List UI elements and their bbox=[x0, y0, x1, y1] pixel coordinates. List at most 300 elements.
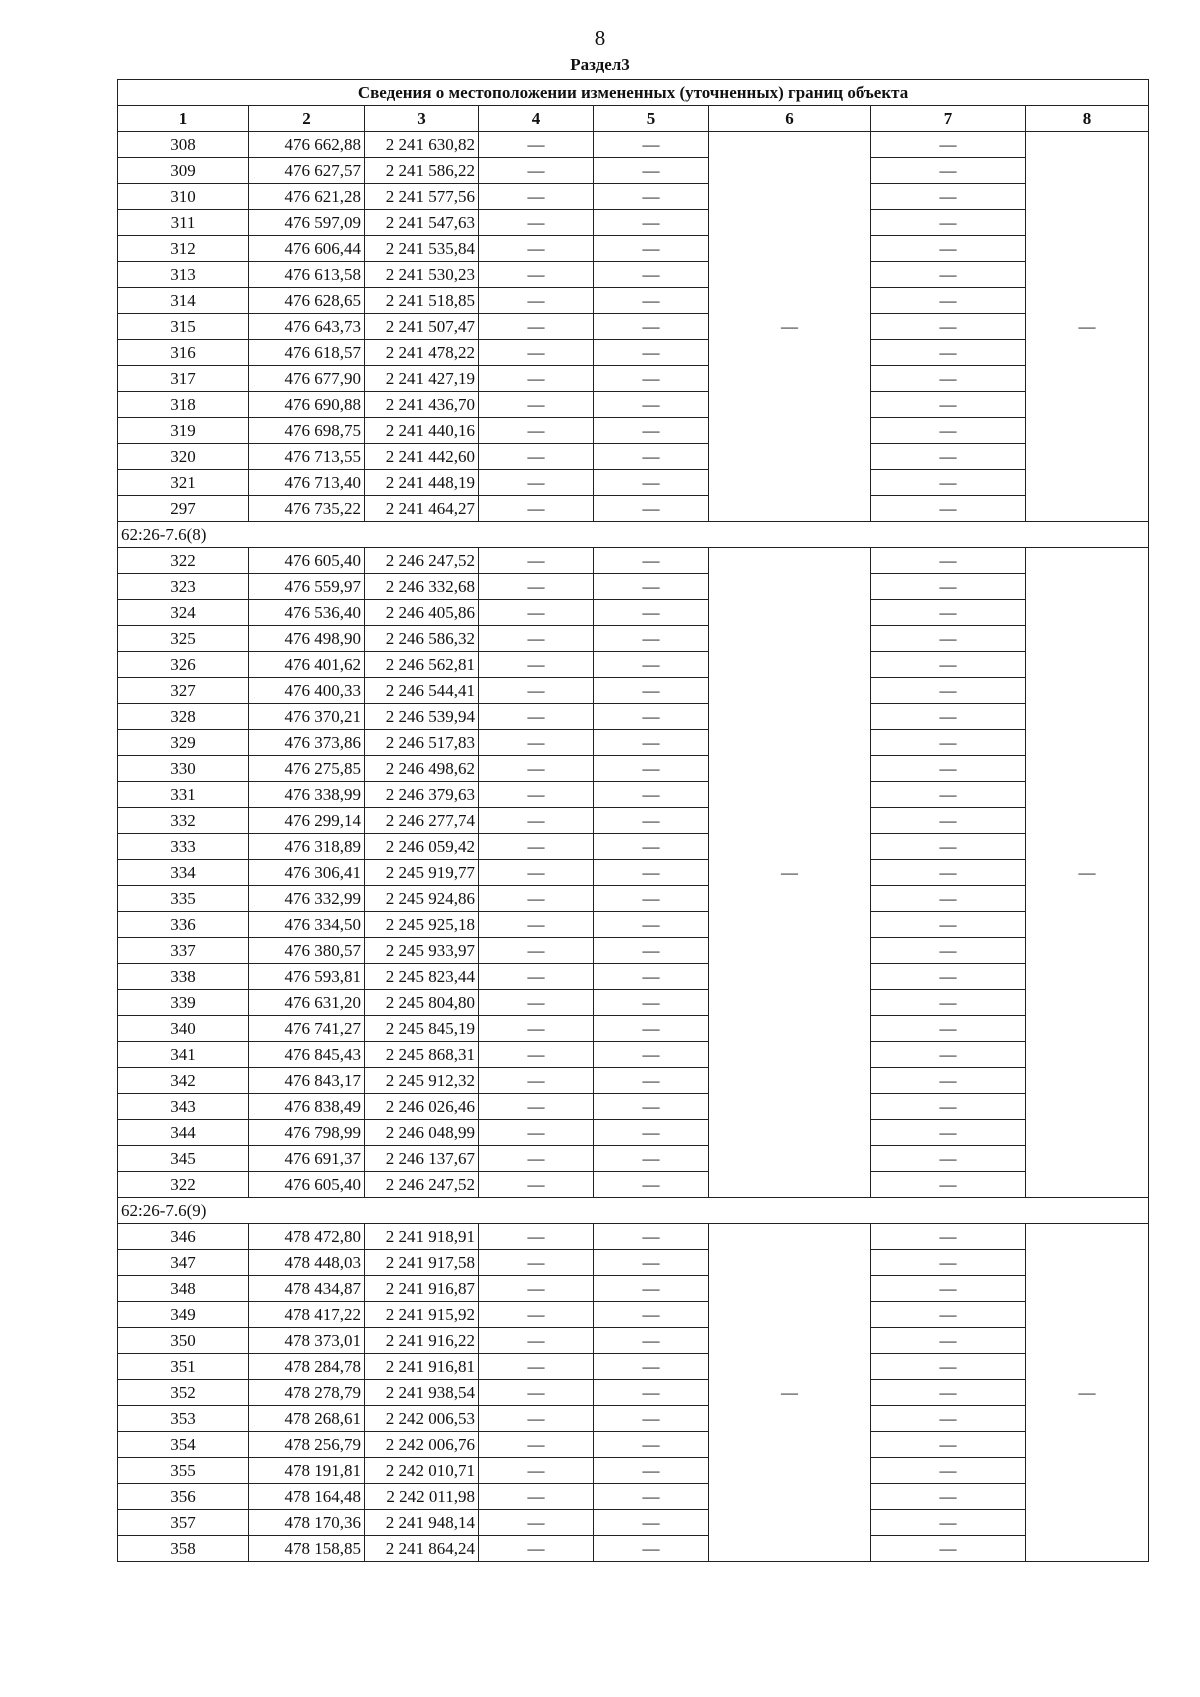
y-coordinate-cell: 2 241 864,24 bbox=[365, 1536, 479, 1562]
point-number-cell: 344 bbox=[118, 1120, 249, 1146]
table-row bbox=[118, 366, 1149, 392]
point-number-cell: 323 bbox=[118, 574, 249, 600]
col7-cell: — bbox=[871, 496, 1026, 522]
point-number-cell: 308 bbox=[118, 132, 249, 158]
table-row bbox=[118, 1354, 1149, 1380]
column-header: 3 bbox=[365, 106, 479, 132]
x-coordinate-cell: 476 593,81 bbox=[249, 964, 365, 990]
col5-cell: — bbox=[594, 1094, 709, 1120]
col5-cell: — bbox=[594, 548, 709, 574]
table-row bbox=[118, 1484, 1149, 1510]
col7-cell: — bbox=[871, 600, 1026, 626]
col7-cell: — bbox=[871, 1172, 1026, 1198]
point-number-cell: 325 bbox=[118, 626, 249, 652]
col7-cell: — bbox=[871, 1432, 1026, 1458]
col5-cell: — bbox=[594, 418, 709, 444]
col7-cell: — bbox=[871, 158, 1026, 184]
x-coordinate-cell: 476 370,21 bbox=[249, 704, 365, 730]
col7-cell: — bbox=[871, 1484, 1026, 1510]
col7-cell: — bbox=[871, 1042, 1026, 1068]
point-number-cell: 348 bbox=[118, 1276, 249, 1302]
col5-cell: — bbox=[594, 600, 709, 626]
y-coordinate-cell: 2 241 586,22 bbox=[365, 158, 479, 184]
point-number-cell: 349 bbox=[118, 1302, 249, 1328]
col6-merged-cell: — bbox=[709, 132, 871, 522]
col7-cell: — bbox=[871, 1354, 1026, 1380]
group-header-row bbox=[118, 1198, 1149, 1224]
x-coordinate-cell: 476 690,88 bbox=[249, 392, 365, 418]
col5-cell: — bbox=[594, 782, 709, 808]
point-number-cell: 357 bbox=[118, 1510, 249, 1536]
table-row bbox=[118, 574, 1149, 600]
table-row bbox=[118, 262, 1149, 288]
col7-cell: — bbox=[871, 1068, 1026, 1094]
x-coordinate-cell: 476 698,75 bbox=[249, 418, 365, 444]
col5-cell: — bbox=[594, 1250, 709, 1276]
point-number-cell: 329 bbox=[118, 730, 249, 756]
col4-cell: — bbox=[479, 548, 594, 574]
x-coordinate-cell: 476 677,90 bbox=[249, 366, 365, 392]
col5-cell: — bbox=[594, 1432, 709, 1458]
table-row bbox=[118, 834, 1149, 860]
col5-cell: — bbox=[594, 1328, 709, 1354]
y-coordinate-cell: 2 246 059,42 bbox=[365, 834, 479, 860]
point-number-cell: 315 bbox=[118, 314, 249, 340]
col5-cell: — bbox=[594, 132, 709, 158]
col5-cell: — bbox=[594, 1302, 709, 1328]
y-coordinate-cell: 2 246 517,83 bbox=[365, 730, 479, 756]
col5-cell: — bbox=[594, 990, 709, 1016]
col4-cell: — bbox=[479, 210, 594, 236]
y-coordinate-cell: 2 246 539,94 bbox=[365, 704, 479, 730]
col7-cell: — bbox=[871, 1380, 1026, 1406]
col5-cell: — bbox=[594, 964, 709, 990]
y-coordinate-cell: 2 241 917,58 bbox=[365, 1250, 479, 1276]
table-row bbox=[118, 1328, 1149, 1354]
x-coordinate-cell: 478 373,01 bbox=[249, 1328, 365, 1354]
column-header: 6 bbox=[709, 106, 871, 132]
table-row bbox=[118, 210, 1149, 236]
point-number-cell: 345 bbox=[118, 1146, 249, 1172]
table-row bbox=[118, 496, 1149, 522]
table-row bbox=[118, 756, 1149, 782]
point-number-cell: 326 bbox=[118, 652, 249, 678]
x-coordinate-cell: 476 373,86 bbox=[249, 730, 365, 756]
x-coordinate-cell: 476 662,88 bbox=[249, 132, 365, 158]
col4-cell: — bbox=[479, 1432, 594, 1458]
table-row bbox=[118, 886, 1149, 912]
col5-cell: — bbox=[594, 1068, 709, 1094]
col4-cell: — bbox=[479, 1458, 594, 1484]
group-label: 62:26-7.6(9) bbox=[118, 1198, 1149, 1224]
point-number-cell: 353 bbox=[118, 1406, 249, 1432]
y-coordinate-cell: 2 241 442,60 bbox=[365, 444, 479, 470]
col7-cell: — bbox=[871, 288, 1026, 314]
table-row bbox=[118, 470, 1149, 496]
col5-cell: — bbox=[594, 886, 709, 912]
column-header: 2 bbox=[249, 106, 365, 132]
y-coordinate-cell: 2 246 048,99 bbox=[365, 1120, 479, 1146]
point-number-cell: 311 bbox=[118, 210, 249, 236]
point-number-cell: 355 bbox=[118, 1458, 249, 1484]
col4-cell: — bbox=[479, 1042, 594, 1068]
x-coordinate-cell: 476 606,44 bbox=[249, 236, 365, 262]
x-coordinate-cell: 476 838,49 bbox=[249, 1094, 365, 1120]
col4-cell: — bbox=[479, 236, 594, 262]
point-number-cell: 316 bbox=[118, 340, 249, 366]
col5-cell: — bbox=[594, 678, 709, 704]
point-number-cell: 313 bbox=[118, 262, 249, 288]
x-coordinate-cell: 478 256,79 bbox=[249, 1432, 365, 1458]
y-coordinate-cell: 2 241 518,85 bbox=[365, 288, 479, 314]
col4-cell: — bbox=[479, 496, 594, 522]
point-number-cell: 350 bbox=[118, 1328, 249, 1354]
table-row bbox=[118, 1068, 1149, 1094]
point-number-cell: 352 bbox=[118, 1380, 249, 1406]
table-title: Сведения о местоположении измененных (уточненных) границ объекта bbox=[118, 80, 1149, 106]
col7-cell: — bbox=[871, 340, 1026, 366]
col7-cell: — bbox=[871, 1458, 1026, 1484]
col5-cell: — bbox=[594, 236, 709, 262]
col4-cell: — bbox=[479, 652, 594, 678]
y-coordinate-cell: 2 246 247,52 bbox=[365, 1172, 479, 1198]
point-number-cell: 340 bbox=[118, 1016, 249, 1042]
col4-cell: — bbox=[479, 288, 594, 314]
col5-cell: — bbox=[594, 912, 709, 938]
table-row bbox=[118, 990, 1149, 1016]
col7-cell: — bbox=[871, 1250, 1026, 1276]
col7-cell: — bbox=[871, 990, 1026, 1016]
col4-cell: — bbox=[479, 886, 594, 912]
point-number-cell: 358 bbox=[118, 1536, 249, 1562]
x-coordinate-cell: 478 472,80 bbox=[249, 1224, 365, 1250]
table-row bbox=[118, 808, 1149, 834]
y-coordinate-cell: 2 241 916,22 bbox=[365, 1328, 479, 1354]
col4-cell: — bbox=[479, 756, 594, 782]
table-row bbox=[118, 158, 1149, 184]
col5-cell: — bbox=[594, 366, 709, 392]
y-coordinate-cell: 2 241 948,14 bbox=[365, 1510, 479, 1536]
col5-cell: — bbox=[594, 1354, 709, 1380]
point-number-cell: 347 bbox=[118, 1250, 249, 1276]
y-coordinate-cell: 2 246 026,46 bbox=[365, 1094, 479, 1120]
col7-cell: — bbox=[871, 1224, 1026, 1250]
col5-cell: — bbox=[594, 1146, 709, 1172]
y-coordinate-cell: 2 246 544,41 bbox=[365, 678, 479, 704]
col7-cell: — bbox=[871, 730, 1026, 756]
table-row bbox=[118, 1380, 1149, 1406]
col5-cell: — bbox=[594, 1120, 709, 1146]
table-row bbox=[118, 678, 1149, 704]
column-header: 1 bbox=[118, 106, 249, 132]
point-number-cell: 318 bbox=[118, 392, 249, 418]
col4-cell: — bbox=[479, 912, 594, 938]
table-row bbox=[118, 1172, 1149, 1198]
col7-cell: — bbox=[871, 314, 1026, 340]
col5-cell: — bbox=[594, 1016, 709, 1042]
col7-cell: — bbox=[871, 886, 1026, 912]
x-coordinate-cell: 476 318,89 bbox=[249, 834, 365, 860]
y-coordinate-cell: 2 245 845,19 bbox=[365, 1016, 479, 1042]
col7-cell: — bbox=[871, 1146, 1026, 1172]
col7-cell: — bbox=[871, 1302, 1026, 1328]
col4-cell: — bbox=[479, 470, 594, 496]
col4-cell: — bbox=[479, 366, 594, 392]
col4-cell: — bbox=[479, 730, 594, 756]
col7-cell: — bbox=[871, 574, 1026, 600]
table-row bbox=[118, 1276, 1149, 1302]
point-number-cell: 338 bbox=[118, 964, 249, 990]
y-coordinate-cell: 2 245 912,32 bbox=[365, 1068, 479, 1094]
table-row bbox=[118, 1250, 1149, 1276]
col4-cell: — bbox=[479, 1406, 594, 1432]
y-coordinate-cell: 2 241 436,70 bbox=[365, 392, 479, 418]
col4-cell: — bbox=[479, 262, 594, 288]
col4-cell: — bbox=[479, 1068, 594, 1094]
x-coordinate-cell: 476 627,57 bbox=[249, 158, 365, 184]
table-row bbox=[118, 444, 1149, 470]
col7-cell: — bbox=[871, 756, 1026, 782]
group-label: 62:26-7.6(8) bbox=[118, 522, 1149, 548]
table-body bbox=[118, 132, 1149, 1562]
y-coordinate-cell: 2 242 010,71 bbox=[365, 1458, 479, 1484]
col6-merged-cell: — bbox=[709, 1224, 871, 1562]
x-coordinate-cell: 476 332,99 bbox=[249, 886, 365, 912]
x-coordinate-cell: 476 380,57 bbox=[249, 938, 365, 964]
col4-cell: — bbox=[479, 574, 594, 600]
table-row bbox=[118, 1094, 1149, 1120]
col4-cell: — bbox=[479, 418, 594, 444]
col7-cell: — bbox=[871, 782, 1026, 808]
col4-cell: — bbox=[479, 314, 594, 340]
x-coordinate-cell: 476 498,90 bbox=[249, 626, 365, 652]
col4-cell: — bbox=[479, 678, 594, 704]
x-coordinate-cell: 476 401,62 bbox=[249, 652, 365, 678]
col7-cell: — bbox=[871, 1276, 1026, 1302]
x-coordinate-cell: 476 713,40 bbox=[249, 470, 365, 496]
col4-cell: — bbox=[479, 1536, 594, 1562]
y-coordinate-cell: 2 246 277,74 bbox=[365, 808, 479, 834]
col5-cell: — bbox=[594, 1172, 709, 1198]
y-coordinate-cell: 2 246 137,67 bbox=[365, 1146, 479, 1172]
col5-cell: — bbox=[594, 704, 709, 730]
col4-cell: — bbox=[479, 704, 594, 730]
table-row bbox=[118, 340, 1149, 366]
col5-cell: — bbox=[594, 314, 709, 340]
x-coordinate-cell: 476 735,22 bbox=[249, 496, 365, 522]
x-coordinate-cell: 476 597,09 bbox=[249, 210, 365, 236]
y-coordinate-cell: 2 245 823,44 bbox=[365, 964, 479, 990]
y-coordinate-cell: 2 246 405,86 bbox=[365, 600, 479, 626]
col4-cell: — bbox=[479, 1120, 594, 1146]
x-coordinate-cell: 476 741,27 bbox=[249, 1016, 365, 1042]
point-number-cell: 327 bbox=[118, 678, 249, 704]
col7-cell: — bbox=[871, 132, 1026, 158]
col4-cell: — bbox=[479, 340, 594, 366]
point-number-cell: 321 bbox=[118, 470, 249, 496]
col5-cell: — bbox=[594, 1406, 709, 1432]
x-coordinate-cell: 476 618,57 bbox=[249, 340, 365, 366]
y-coordinate-cell: 2 241 427,19 bbox=[365, 366, 479, 392]
col4-cell: — bbox=[479, 990, 594, 1016]
group-header-row bbox=[118, 522, 1149, 548]
col4-cell: — bbox=[479, 782, 594, 808]
table-row bbox=[118, 314, 1149, 340]
col8-merged-cell: — bbox=[1026, 132, 1149, 522]
col7-cell: — bbox=[871, 834, 1026, 860]
x-coordinate-cell: 478 434,87 bbox=[249, 1276, 365, 1302]
x-coordinate-cell: 476 798,99 bbox=[249, 1120, 365, 1146]
col5-cell: — bbox=[594, 210, 709, 236]
y-coordinate-cell: 2 245 925,18 bbox=[365, 912, 479, 938]
table-row bbox=[118, 132, 1149, 158]
table-row bbox=[118, 288, 1149, 314]
point-number-cell: 324 bbox=[118, 600, 249, 626]
y-coordinate-cell: 2 241 915,92 bbox=[365, 1302, 479, 1328]
col4-cell: — bbox=[479, 184, 594, 210]
col7-cell: — bbox=[871, 678, 1026, 704]
col5-cell: — bbox=[594, 1380, 709, 1406]
col7-cell: — bbox=[871, 262, 1026, 288]
x-coordinate-cell: 478 417,22 bbox=[249, 1302, 365, 1328]
table-row bbox=[118, 392, 1149, 418]
point-number-cell: 320 bbox=[118, 444, 249, 470]
table-row bbox=[118, 652, 1149, 678]
y-coordinate-cell: 2 241 916,81 bbox=[365, 1354, 479, 1380]
point-number-cell: 336 bbox=[118, 912, 249, 938]
point-number-cell: 333 bbox=[118, 834, 249, 860]
header-row bbox=[118, 106, 1149, 132]
y-coordinate-cell: 2 241 630,82 bbox=[365, 132, 479, 158]
col5-cell: — bbox=[594, 184, 709, 210]
table-row bbox=[118, 236, 1149, 262]
point-number-cell: 334 bbox=[118, 860, 249, 886]
y-coordinate-cell: 2 241 440,16 bbox=[365, 418, 479, 444]
col5-cell: — bbox=[594, 938, 709, 964]
point-number-cell: 351 bbox=[118, 1354, 249, 1380]
x-coordinate-cell: 478 170,36 bbox=[249, 1510, 365, 1536]
y-coordinate-cell: 2 245 804,80 bbox=[365, 990, 479, 1016]
x-coordinate-cell: 476 605,40 bbox=[249, 1172, 365, 1198]
point-number-cell: 317 bbox=[118, 366, 249, 392]
page-number: 8 bbox=[594, 26, 606, 50]
col7-cell: — bbox=[871, 366, 1026, 392]
table-row bbox=[118, 600, 1149, 626]
col4-cell: — bbox=[479, 1172, 594, 1198]
col4-cell: — bbox=[479, 1328, 594, 1354]
col5-cell: — bbox=[594, 730, 709, 756]
table-row bbox=[118, 1146, 1149, 1172]
col5-cell: — bbox=[594, 860, 709, 886]
y-coordinate-cell: 2 245 933,97 bbox=[365, 938, 479, 964]
col7-cell: — bbox=[871, 1510, 1026, 1536]
col4-cell: — bbox=[479, 964, 594, 990]
y-coordinate-cell: 2 241 478,22 bbox=[365, 340, 479, 366]
y-coordinate-cell: 2 241 535,84 bbox=[365, 236, 479, 262]
col4-cell: — bbox=[479, 444, 594, 470]
y-coordinate-cell: 2 241 547,63 bbox=[365, 210, 479, 236]
point-number-cell: 314 bbox=[118, 288, 249, 314]
col5-cell: — bbox=[594, 288, 709, 314]
point-number-cell: 312 bbox=[118, 236, 249, 262]
point-number-cell: 331 bbox=[118, 782, 249, 808]
y-coordinate-cell: 2 242 006,76 bbox=[365, 1432, 479, 1458]
x-coordinate-cell: 476 334,50 bbox=[249, 912, 365, 938]
point-number-cell: 328 bbox=[118, 704, 249, 730]
col7-cell: — bbox=[871, 470, 1026, 496]
column-header: 7 bbox=[871, 106, 1026, 132]
x-coordinate-cell: 476 613,58 bbox=[249, 262, 365, 288]
y-coordinate-cell: 2 246 498,62 bbox=[365, 756, 479, 782]
col5-cell: — bbox=[594, 158, 709, 184]
y-coordinate-cell: 2 241 918,91 bbox=[365, 1224, 479, 1250]
col4-cell: — bbox=[479, 1146, 594, 1172]
table-row bbox=[118, 730, 1149, 756]
col5-cell: — bbox=[594, 1536, 709, 1562]
y-coordinate-cell: 2 241 938,54 bbox=[365, 1380, 479, 1406]
y-coordinate-cell: 2 245 924,86 bbox=[365, 886, 479, 912]
y-coordinate-cell: 2 245 868,31 bbox=[365, 1042, 479, 1068]
col4-cell: — bbox=[479, 1380, 594, 1406]
point-number-cell: 346 bbox=[118, 1224, 249, 1250]
table-row bbox=[118, 1302, 1149, 1328]
y-coordinate-cell: 2 242 011,98 bbox=[365, 1484, 479, 1510]
col5-cell: — bbox=[594, 1510, 709, 1536]
point-number-cell: 322 bbox=[118, 548, 249, 574]
table-row bbox=[118, 626, 1149, 652]
table-row bbox=[118, 1042, 1149, 1068]
y-coordinate-cell: 2 241 916,87 bbox=[365, 1276, 479, 1302]
col6-merged-cell: — bbox=[709, 548, 871, 1198]
col4-cell: — bbox=[479, 1276, 594, 1302]
col5-cell: — bbox=[594, 574, 709, 600]
table-row bbox=[118, 964, 1149, 990]
col7-cell: — bbox=[871, 964, 1026, 990]
point-number-cell: 356 bbox=[118, 1484, 249, 1510]
y-coordinate-cell: 2 241 464,27 bbox=[365, 496, 479, 522]
point-number-cell: 341 bbox=[118, 1042, 249, 1068]
x-coordinate-cell: 476 643,73 bbox=[249, 314, 365, 340]
col7-cell: — bbox=[871, 860, 1026, 886]
x-coordinate-cell: 476 621,28 bbox=[249, 184, 365, 210]
point-number-cell: 339 bbox=[118, 990, 249, 1016]
col7-cell: — bbox=[871, 626, 1026, 652]
y-coordinate-cell: 2 246 562,81 bbox=[365, 652, 479, 678]
boundary-table bbox=[117, 79, 1149, 1562]
col4-cell: — bbox=[479, 392, 594, 418]
table-row bbox=[118, 418, 1149, 444]
col7-cell: — bbox=[871, 938, 1026, 964]
col7-cell: — bbox=[871, 704, 1026, 730]
point-number-cell: 322 bbox=[118, 1172, 249, 1198]
column-header: 4 bbox=[479, 106, 594, 132]
col5-cell: — bbox=[594, 1042, 709, 1068]
col5-cell: — bbox=[594, 652, 709, 678]
col7-cell: — bbox=[871, 1094, 1026, 1120]
table-row bbox=[118, 1432, 1149, 1458]
col5-cell: — bbox=[594, 756, 709, 782]
x-coordinate-cell: 476 631,20 bbox=[249, 990, 365, 1016]
x-coordinate-cell: 478 268,61 bbox=[249, 1406, 365, 1432]
col5-cell: — bbox=[594, 340, 709, 366]
y-coordinate-cell: 2 241 448,19 bbox=[365, 470, 479, 496]
col4-cell: — bbox=[479, 1250, 594, 1276]
col5-cell: — bbox=[594, 444, 709, 470]
col4-cell: — bbox=[479, 1094, 594, 1120]
col5-cell: — bbox=[594, 834, 709, 860]
col5-cell: — bbox=[594, 1276, 709, 1302]
table-row bbox=[118, 1016, 1149, 1042]
